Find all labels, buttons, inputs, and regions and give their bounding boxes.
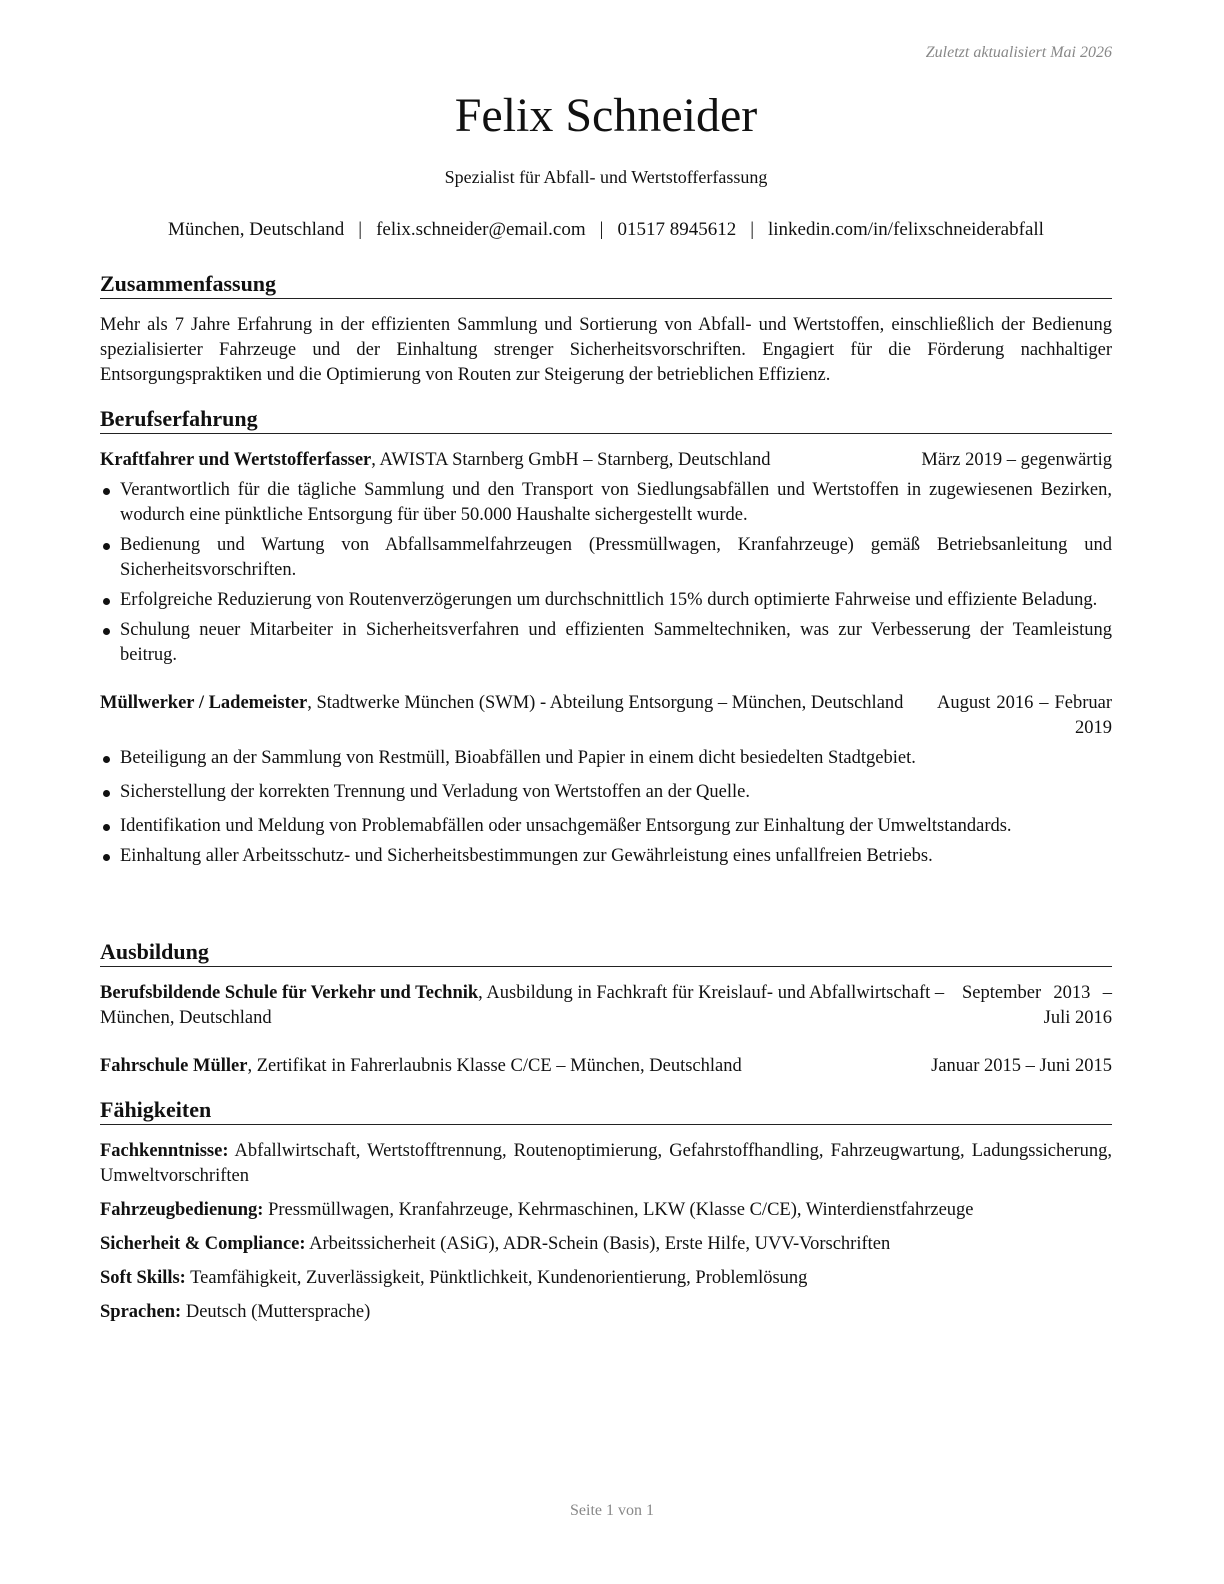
education-dates: Januar 2015 – Juni 2015: [931, 1056, 1112, 1076]
education-school: Fahrschule Müller: [100, 1056, 248, 1076]
summary-section: [100, 270, 1112, 388]
contact-separator: |: [358, 219, 363, 240]
job-header: [100, 448, 1112, 473]
education-entry: [100, 981, 1112, 1031]
job-entry: [100, 448, 1112, 668]
education-section: [100, 938, 1112, 1079]
section-title: Berufserfahrung: [100, 405, 1112, 434]
education-detail: , Ausbildung in Fachkraft für Kreislauf- und Abfallwirtschaft – München, Deutschland: [100, 983, 945, 1028]
list-item: Beteiligung an der Sammlung von Restmüll, Bioabfällen und Papier in einem dicht besiedelten Stadtgebiet.: [100, 746, 1112, 771]
job-role: Müllwerker / Lademeister: [100, 693, 308, 713]
contact-linkedin[interactable]: linkedin.com/in/felixschneiderabfall: [768, 219, 1044, 240]
section-title: Fähigkeiten: [100, 1096, 1112, 1125]
contact-separator: |: [599, 219, 604, 240]
skill-label: Sprachen:: [100, 1302, 182, 1322]
section-title: Ausbildung: [100, 938, 1112, 967]
section-title: Zusammenfassung: [100, 270, 1112, 299]
list-item: Sicherstellung der korrekten Trennung und Verladung von Wertstoffen an der Quelle.: [100, 780, 1112, 805]
list-item: Identifikation und Meldung von Problemabfällen oder unsachgemäßer Entsorgung zur Einhaltung der Umweltstandards.: [100, 814, 1112, 839]
education-detail: , Zertifikat in Fahrerlaubnis Klasse C/CE – München, Deutschland: [247, 1056, 742, 1076]
candidate-name: Felix Schneider: [454, 89, 758, 142]
education-entry: [100, 1054, 1112, 1079]
education-dates: September 2013 – Juli 2016: [962, 983, 1112, 1028]
job-bullets: [100, 478, 1112, 668]
contact-location: München, Deutschland: [168, 219, 345, 240]
contact-phone: 01517 8945612: [617, 219, 737, 240]
list-item: Verantwortlich für die tägliche Sammlung und den Transport von Siedlungsabfällen und Wertstoffen in zugewiesenen Bezirken, wodurch eine pünktliche Entsorgung für über 50.000 Haushalte sichergestellt wurde.: [100, 478, 1112, 528]
skill-value: Arbeitssicherheit (ASiG), ADR-Schein (Basis), Erste Hilfe, UVV-Vorschriften: [305, 1234, 891, 1254]
job-company: , AWISTA Starnberg GmbH – Starnberg, Deutschland: [371, 450, 771, 470]
job-bullets: [100, 746, 1112, 869]
job-entry: [100, 691, 1112, 869]
skill-row: [100, 1139, 1112, 1189]
summary-text: Mehr als 7 Jahre Erfahrung in der effizienten Sammlung und Sortierung von Abfall- und Wertstoffen, einschließlich der Bedienung spezialisierter Fahrzeuge und der Einhaltung strenger Sicherheitsvorschriften. Engagiert für die Förderung nachhaltiger Entsorgungspraktiken und die Optimierung von Routen zur Steigerung der betrieblichen Effizienz.: [100, 315, 1112, 385]
experience-section: [100, 405, 1112, 869]
list-item: Erfolgreiche Reduzierung von Routenverzögerungen um durchschnittlich 15% durch optimierte Fahrweise und effiziente Beladung.: [100, 588, 1112, 613]
list-item: Schulung neuer Mitarbeiter in Sicherheitsverfahren und effizienten Sammeltechniken, was zur Verbesserung der Teamleistung beitrug.: [100, 618, 1112, 668]
contact-email[interactable]: felix.schneider@email.com: [376, 219, 586, 240]
job-company: , Stadtwerke München (SWM) - Abteilung Entsorgung – München, Deutschland: [307, 693, 904, 713]
education-header: [100, 981, 1112, 1031]
skill-label: Sicherheit & Compliance:: [100, 1234, 306, 1254]
job-dates: März 2019 – gegenwärtig: [921, 450, 1112, 470]
contact-separator: |: [750, 219, 754, 240]
contact-line: [100, 219, 1112, 241]
skills-list: [100, 1139, 1112, 1325]
candidate-headline: Spezialist für Abfall- und Wertstofferfassung: [444, 167, 768, 187]
skill-row: [100, 1198, 1112, 1223]
skill-row: [100, 1300, 1112, 1325]
skill-value: Pressmüllwagen, Kranfahrzeuge, Kehrmaschinen, LKW (Klasse C/CE), Winterdienstfahrzeuge: [263, 1200, 974, 1220]
education-school: Berufsbildende Schule für Verkehr und Technik: [100, 983, 479, 1003]
skill-label: Soft Skills:: [100, 1268, 186, 1288]
list-item: Einhaltung aller Arbeitsschutz- und Sicherheitsbestimmungen zur Gewährleistung eines unfallfreien Betriebs.: [100, 844, 1112, 869]
job-header: [100, 691, 1112, 741]
skill-row: [100, 1232, 1112, 1257]
skill-label: Fachkenntnisse:: [100, 1141, 229, 1161]
skills-section: [100, 1096, 1112, 1325]
skill-value: Deutsch (Muttersprache): [181, 1302, 371, 1322]
job-dates: August 2016 – Februar 2019: [937, 693, 1112, 738]
page-footer: Seite 1 von 1: [570, 1502, 654, 1519]
skill-row: [100, 1266, 1112, 1291]
skill-label: Fahrzeugbedienung:: [100, 1200, 264, 1220]
education-header: [100, 1054, 1112, 1079]
job-role: Kraftfahrer und Wertstofferfasser: [100, 450, 372, 470]
last-updated: Zuletzt aktualisiert Mai 2026: [925, 44, 1112, 61]
skill-value: Teamfähigkeit, Zuverlässigkeit, Pünktlichkeit, Kundenorientierung, Problemlösung: [185, 1268, 808, 1288]
list-item: Bedienung und Wartung von Abfallsammelfahrzeugen (Pressmüllwagen, Kranfahrzeuge) gemäß Betriebsanleitung und Sicherheitsvorschriften.: [100, 533, 1112, 583]
skill-value: Abfallwirtschaft, Wertstofftrennung, Routenoptimierung, Gefahrstoffhandling, Fahrzeugwartung, Ladungssicherung, Umweltvorschriften: [100, 1141, 1112, 1186]
